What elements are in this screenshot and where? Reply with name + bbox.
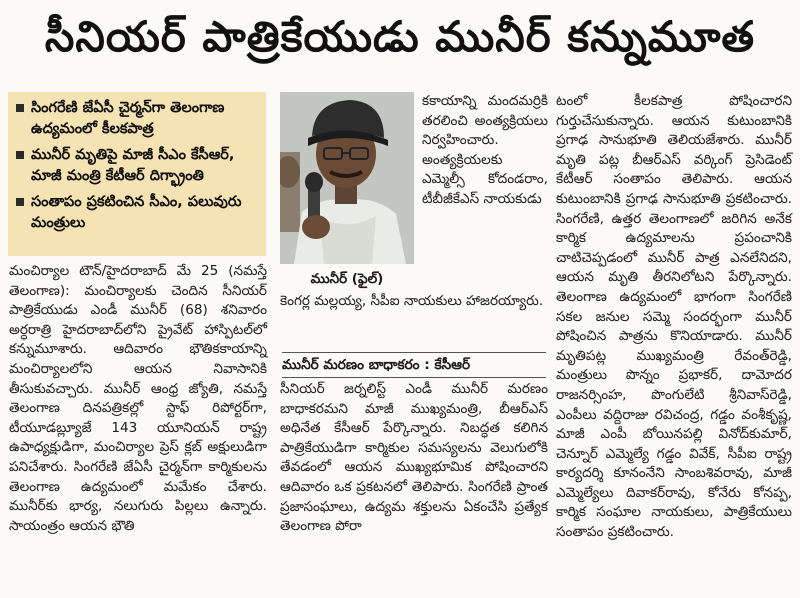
article-paragraph: సీనియర్ జర్నలిస్ట్ ఎండీ మునీర్ మరణం బాధాకరమని మాజీ ముఖ్యమంత్రి, బీఆర్‌ఎస్ అధినేత కేసీఆర్ పేర్కొన్నారు. నిబద్ధత కలిగిన పాత్రికేయుడిగా కార్మికుల సమస్యలను వెలుగులోకి తేవడంలో ఆయన ముఖ్యభూమిక పోషించారని ఆదివారం ఒక ప్రకటనలో తెలిపారు. సింగరేణి ప్రాంత ప్రజాసంఘాలు, ఉద్యమ శక్తులను ఏకంచేసి ప్రత్యేక తెలంగాణ పోరా [280, 381, 548, 535]
article-column-2-mid [280, 292, 548, 312]
highlight-item [14, 192, 260, 234]
article-column-1 [9, 262, 267, 536]
highlights-box [8, 92, 266, 256]
article-paragraph: మంచిర్యాల టౌన్/హైదరాబాద్ మే 25 (నమస్తే తెలంగాణ): మంచిర్యాలకు చెందిన సీనియర్ పాత్రికేయుడు ఎండీ మునీర్ (68) శనివారం అర్ధరాత్రి హైదరాబాద్‌లోని ప్రైవేట్ హాస్పిటల్‌లో కన్నుమూశారు. ఆదివారం భౌతికకాయాన్ని మంచిర్యాలలోని ఆయన నివాసానికి తీసుకువచ్చారు. మునీర్ ఆంధ్ర జ్యోతి, నమస్తే తెలంగాణ దినపత్రికల్లో స్టాఫ్ రిపోర్టర్‌గా, టీయూడబ్ల్యూజే 143 యూనియన్ రాష్ట్ర ఉపాధ్యక్షుడిగా, మంచిర్యాల ప్రెస్ క్లబ్ అక్షులుడిగా పనిచేశారు. సింగరేణి జేఏసీ చైర్మన్‌గా కార్మికులను తెలంగాణ ఉద్యమంలో మమేకం చేశారు. మునీర్‌కు భార్య, నలుగురు పిల్లలు ఉన్నారు. సాయంత్రం ఆయన భౌతి [9, 263, 267, 534]
article-column-3 [556, 92, 792, 543]
person-portrait-icon [280, 92, 414, 264]
photo-caption: మునీర్ (ఫైల్) [310, 271, 384, 287]
article-column-2-top [422, 92, 548, 210]
article-paragraph: కెంగర్ల మల్లయ్య, సీపీఐ నాయకులు హాజరయ్యారు. [280, 293, 544, 309]
highlight-text: మునీర్ మృతిపై మాజీ సీఎం కేసీఆర్, మాజీ మంత్రి కేటీఆర్ దిగ్భ్రాంతి [31, 147, 235, 184]
article-paragraph: కకాయాన్ని మందమర్రికి తరలించి అంత్యక్రియలు నిర్వహించారు. అంత్యక్రియలకు ఎమ్మెల్సీ కోదండరాం, టీబీజీకేఎస్ నాయకుడు [422, 93, 548, 207]
square-bullet-icon [16, 151, 24, 159]
article-paragraph: టంలో కీలకపాత్ర పోషించారని గుర్తుచేసుకున్నారు. ఆయన కుటుంబానికి ప్రగాఢ సానుభూతి తెలియజేశారు. మునీర్ మృతి పట్ల బీఆర్‌ఎస్ వర్కింగ్ ప్రెసిడెంట్ కేటీఆర్ సంతాపం తెలిపారు. ఆయన కుటుంబానికి ప్రగాఢ సానుభూతి ప్రకటించారు. సింగరేణి, ఉత్తర తెలంగాణలో జరిగిన అనేక కార్మిక ఉద్యమాలను ప్రపంచానికి చాటిచెప్పడంలో మునీర్ పాత్ర ఎనలేనిదని, ఆయన మృతి తీరనిలోటని పేర్కొన్నారు. తెలంగాణ ఉద్యమంలో భాగంగా సింగరేణి సకల జనుల సమ్మె సందర్భంగా మునీర్ పోషించిన పాత్రను కొనియాడారు. మునీర్ మృతిపట్ల ముఖ్యమంత్రి రేవంత్‌రెడ్డి, మంత్రులు పొన్నం ప్రభాకర్, దామోదర రాజనర్సింహ, పొంగులేటి శ్రీనివాస్‌రెడ్డి, ఎంపీలు వద్దిరాజు రవిచంద్ర, గడ్డం వంశీకృష్ణ, మాజీ ఎంపీ బోయినపల్లి వినోద్‌కుమార్, చెన్నూర్ ఎమ్మెల్యే గడ్డం వివేక్, సీపీఐ రాష్ట్ర కార్యదర్శి కూనంనేని సాంబశివరావు, మాజీ ఎమ్మెల్యేలు దివాకర్‌రావు, కోనేరు కోనప్ప, కార్మిక సంఘాల నాయకులు, పాత్రికేయులు సంతాపం ప్రకటించారు. [556, 93, 792, 541]
highlight-text: సంతాపం ప్రకటించిన సీఎం, పలువురు మంత్రులు [31, 194, 242, 231]
person-photo [280, 92, 414, 264]
subheading: మునీర్ మరణం బాధాకరం : కేసీఆర్ [282, 352, 546, 378]
headline: సీనియర్ పాత్రికేయుడు మునీర్ కన్నుమూత [44, 12, 756, 61]
highlight-item [14, 98, 260, 140]
article-column-2-bottom [280, 380, 548, 537]
highlight-text: సింగరేణి జేఏసీ చైర్మన్‌గా తెలంగాణ ఉద్యమంలో కీలకపాత్ర [31, 100, 225, 137]
square-bullet-icon [16, 104, 24, 112]
square-bullet-icon [16, 198, 24, 206]
highlight-item [14, 145, 260, 187]
